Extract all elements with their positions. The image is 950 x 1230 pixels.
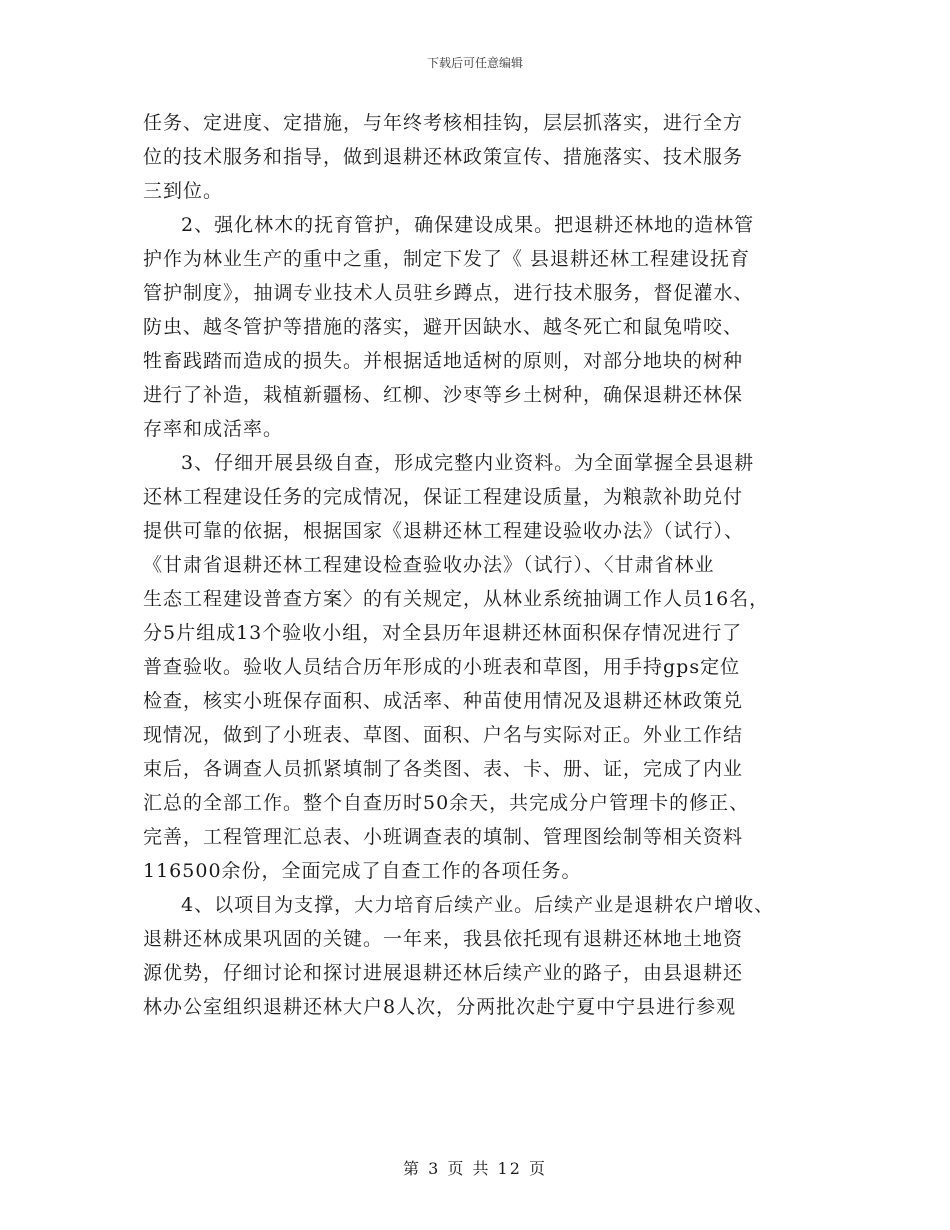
text-line: 2、强化林木的抚育管护，确保建设成果。把退耕还林地的造林管 <box>181 214 755 236</box>
text-line: 任务、定进度、定措施，与年终考核相挂钩，层层抓落实，进行全方 <box>143 112 744 134</box>
text-line: 检查，核实小班保存面积、成活率、种苗使用情况及退耕还林政策兑 <box>143 690 744 712</box>
page-number-footer: 第 3 页 共 12 页 <box>403 1159 547 1178</box>
text-line: 束后，各调查人员抓紧填制了各类图、表、卡、册、证，完成了内业 <box>143 758 744 780</box>
page-header: 下载后可任意编辑 <box>426 56 523 70</box>
text-line: 《甘肃省退耕还林工程建设检查验收办法》（试行）、〈甘肃省林业 <box>143 554 715 576</box>
text-line: 源优势，仔细讨论和探讨进展退耕还林后续产业的路子，由县退耕还 <box>143 962 744 984</box>
text-line: 存率和成活率。 <box>143 418 284 440</box>
text-line: 普查验收。验收人员结合历年形成的小班表和草图，用手持gps定位 <box>143 656 741 678</box>
paragraph-2 <box>143 208 823 446</box>
text-line: 护作为林业生产的重中之重，制定下发了《 县退耕还林工程建设抚育 <box>143 248 751 270</box>
text-line: 提供可靠的依据，根据国家《退耕还林工程建设验收办法》（试行）、 <box>143 520 745 542</box>
text-line: 现情况，做到了小班表、草图、面积、户名与实际对正。外业工作结 <box>143 724 744 746</box>
text-line: 位的技术服务和指导，做到退耕还林政策宣传、措施落实、技术服务 <box>143 146 744 168</box>
text-line: 116500余份，全面完成了自查工作的各项任务。 <box>143 860 582 882</box>
text-line: 管护制度》，抽调专业技术人员驻乡蹲点，进行技术服务，督促灌水、 <box>143 282 754 304</box>
paragraph-4 <box>143 888 823 1024</box>
text-line: 4、以项目为支撑，大力培育后续产业。后续产业是退耕农户增收、 <box>181 894 775 916</box>
text-line: 林办公室组织退耕还林大户8人次，分两批次赴宁夏中宁县进行参观 <box>143 996 737 1018</box>
text-line: 完善，工程管理汇总表、小班调查表的填制、管理图绘制等相关资料 <box>143 826 744 848</box>
paragraph-3 <box>143 446 823 888</box>
text-line: 还林工程建设任务的完成情况，保证工程建设质量，为粮款补助兑付 <box>143 486 744 508</box>
text-line: 防虫、越冬管护等措施的落实，避开因缺水、越冬死亡和鼠兔啃咬、 <box>143 316 744 338</box>
text-line: 3、仔细开展县级自查，形成完整内业资料。为全面掌握全县退耕 <box>181 452 755 474</box>
text-line: 牲畜践踏而造成的损失。并根据适地适树的原则，对部分地块的树种 <box>143 350 744 372</box>
text-line: 进行了补造，栽植新疆杨、红柳、沙枣等乡土树种，确保退耕还林保 <box>143 384 744 406</box>
text-line: 分5片组成13个验收小组，对全县历年退耕还林面积保存情况进行了 <box>143 622 743 644</box>
document-body <box>143 106 823 1024</box>
paragraph-1 <box>143 106 823 208</box>
text-line: 三到位。 <box>143 180 224 202</box>
text-line: 汇总的全部工作。整个自查历时50余天，共完成分户管理卡的修正、 <box>143 792 750 814</box>
text-line: 生态工程建设普查方案〉的有关规定，从林业系统抽调工作人员16名， <box>143 588 770 610</box>
text-line: 退耕还林成果巩固的关键。一年来，我县依托现有退耕还林地土地资 <box>143 928 744 950</box>
